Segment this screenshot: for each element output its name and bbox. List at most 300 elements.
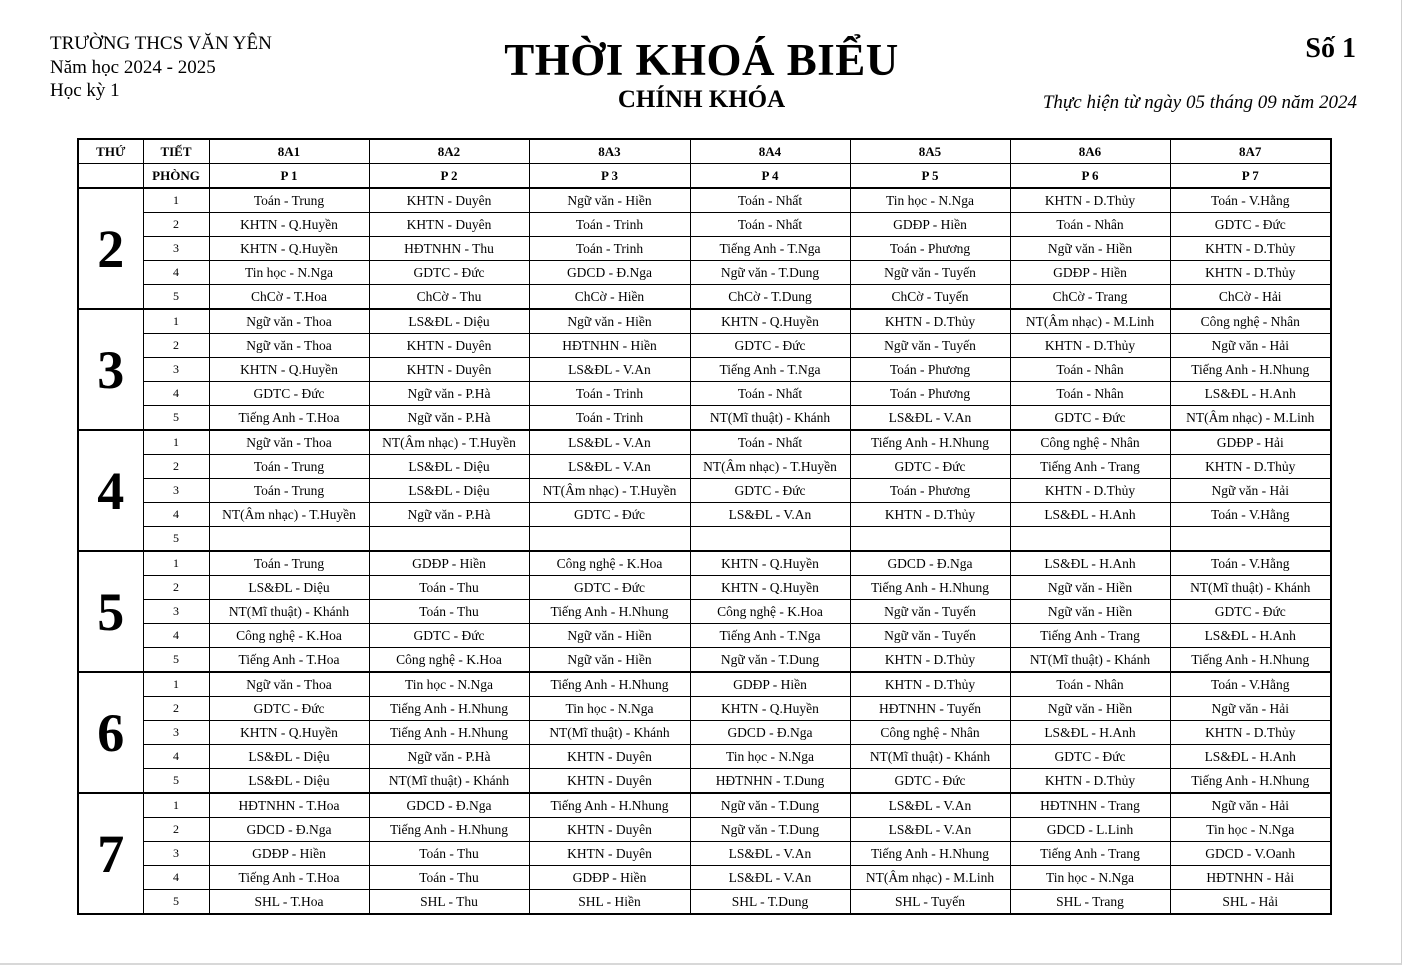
lesson-cell: Tiếng Anh - Trang (1010, 624, 1170, 648)
lesson-cell: LS&ĐL - Diệu (369, 455, 529, 479)
lesson-cell: KHTN - Q.Huyền (690, 551, 850, 576)
period-number: 2 (143, 334, 209, 358)
day-column-header: THỨ (78, 139, 143, 164)
lesson-cell: LS&ĐL - Diệu (209, 745, 369, 769)
lesson-cell: GDTC - Đức (209, 697, 369, 721)
lesson-cell: GDCD - Đ.Nga (850, 551, 1010, 576)
lesson-cell: GDCD - L.Linh (1010, 818, 1170, 842)
period-number: 1 (143, 672, 209, 697)
lesson-cell: NT(Mĩ thuật) - Khánh (1170, 576, 1331, 600)
lesson-cell: KHTN - D.Thủy (850, 648, 1010, 673)
lesson-cell: KHTN - D.Thủy (850, 672, 1010, 697)
lesson-cell: Toán - Phương (850, 358, 1010, 382)
table-row (78, 309, 1331, 334)
day-label: 5 (78, 551, 143, 672)
lesson-cell: Ngữ văn - Tuyến (850, 600, 1010, 624)
lesson-cell: LS&ĐL - V.An (850, 793, 1010, 818)
lesson-cell: Toán - Trung (209, 188, 369, 213)
period-number: 4 (143, 382, 209, 406)
lesson-cell: KHTN - D.Thủy (1170, 455, 1331, 479)
page-title: THỜI KHOÁ BIỂU (504, 35, 899, 85)
lesson-cell: KHTN - Duyên (369, 358, 529, 382)
period-number: 5 (143, 285, 209, 310)
lesson-cell: KHTN - Q.Huyền (209, 358, 369, 382)
room-header: P 4 (690, 164, 850, 189)
room-header: P 7 (1170, 164, 1331, 189)
table-row (78, 406, 1331, 431)
lesson-cell: KHTN - D.Thủy (1170, 261, 1331, 285)
lesson-cell: LS&ĐL - Diệu (369, 309, 529, 334)
lesson-cell: GDTC - Đức (690, 334, 850, 358)
room-header-row (78, 164, 1331, 189)
lesson-cell: LS&ĐL - V.An (850, 406, 1010, 431)
table-row (78, 697, 1331, 721)
table-row (78, 648, 1331, 673)
lesson-cell: HĐTNHN - Trang (1010, 793, 1170, 818)
lesson-cell: Tiếng Anh - Trang (1010, 455, 1170, 479)
lesson-cell: KHTN - Duyên (369, 188, 529, 213)
lesson-cell (1170, 527, 1331, 552)
lesson-cell: Toán - V.Hằng (1170, 188, 1331, 213)
lesson-cell: Toán - Nhân (1010, 672, 1170, 697)
table-row (78, 624, 1331, 648)
lesson-cell: KHTN - D.Thủy (1010, 769, 1170, 794)
lesson-cell: KHTN - D.Thủy (1170, 237, 1331, 261)
effective-date: Thực hiện từ ngày 05 tháng 09 năm 2024 (1042, 92, 1357, 113)
lesson-cell: GDĐP - Hải (1170, 430, 1331, 455)
lesson-cell: LS&ĐL - H.Anh (1010, 721, 1170, 745)
lesson-cell: Ngữ văn - Hiền (1010, 237, 1170, 261)
period-number: 4 (143, 745, 209, 769)
lesson-cell: NT(Âm nhạc) - T.Huyền (690, 455, 850, 479)
lesson-cell: Ngữ văn - Hiền (1010, 697, 1170, 721)
lesson-cell: HĐTNHN - T.Dung (690, 769, 850, 794)
lesson-cell: KHTN - Duyên (529, 842, 690, 866)
lesson-cell: ChCờ - Thu (369, 285, 529, 310)
lesson-cell: Tiếng Anh - T.Hoa (209, 406, 369, 431)
lesson-cell: Tin học - N.Nga (690, 745, 850, 769)
room-header: P 2 (369, 164, 529, 189)
lesson-cell: NT(Mĩ thuật) - Khánh (690, 406, 850, 431)
lesson-cell: GDCD - Đ.Nga (529, 261, 690, 285)
table-row (78, 866, 1331, 890)
lesson-cell: LS&ĐL - H.Anh (1010, 551, 1170, 576)
lesson-cell: Toán - Thu (369, 576, 529, 600)
lesson-cell: KHTN - D.Thủy (1010, 479, 1170, 503)
timetable (77, 138, 1332, 915)
lesson-cell: GDTC - Đức (690, 479, 850, 503)
room-header: P 3 (529, 164, 690, 189)
lesson-cell: KHTN - Q.Huyền (690, 697, 850, 721)
lesson-cell: Ngữ văn - Hải (1170, 334, 1331, 358)
lesson-cell: GDTC - Đức (850, 769, 1010, 794)
period-number: 5 (143, 769, 209, 794)
lesson-cell: LS&ĐL - H.Anh (1170, 745, 1331, 769)
lesson-cell: GDTC - Đức (209, 382, 369, 406)
lesson-cell: Toán - V.Hằng (1170, 551, 1331, 576)
lesson-cell: KHTN - Q.Huyền (690, 576, 850, 600)
lesson-cell: KHTN - Q.Huyền (209, 237, 369, 261)
lesson-cell: Tiếng Anh - T.Nga (690, 358, 850, 382)
lesson-cell: Công nghệ - Nhân (850, 721, 1010, 745)
period-number: 4 (143, 261, 209, 285)
lesson-cell: GDTC - Đức (1170, 213, 1331, 237)
lesson-cell: HĐTNHN - Hiền (529, 334, 690, 358)
lesson-cell: Toán - Trinh (529, 406, 690, 431)
lesson-cell: ChCờ - Hiền (529, 285, 690, 310)
lesson-cell (369, 527, 529, 552)
period-number: 2 (143, 455, 209, 479)
room-column-header: PHÒNG (143, 164, 209, 189)
lesson-cell: LS&ĐL - V.An (529, 358, 690, 382)
table-row (78, 527, 1331, 552)
table-row (78, 721, 1331, 745)
school-name: TRƯỜNG THCS VĂN YÊN (50, 33, 272, 54)
period-number: 3 (143, 842, 209, 866)
table-row (78, 430, 1331, 455)
table-row (78, 334, 1331, 358)
lesson-cell: HĐTNHN - Hải (1170, 866, 1331, 890)
lesson-cell: LS&ĐL - Diệu (209, 576, 369, 600)
class-header: 8A6 (1010, 139, 1170, 164)
lesson-cell: Toán - Thu (369, 600, 529, 624)
lesson-cell: HĐTNHN - Tuyến (850, 697, 1010, 721)
class-header-row (78, 139, 1331, 164)
lesson-cell: GDTC - Đức (1010, 745, 1170, 769)
period-number: 4 (143, 624, 209, 648)
lesson-cell: Ngữ văn - Thoa (209, 672, 369, 697)
lesson-cell (529, 527, 690, 552)
lesson-cell: Ngữ văn - Hải (1170, 793, 1331, 818)
lesson-cell: GDCD - Đ.Nga (209, 818, 369, 842)
table-row (78, 455, 1331, 479)
lesson-cell: Tiếng Anh - H.Nhung (1170, 769, 1331, 794)
lesson-cell: Tin học - N.Nga (850, 188, 1010, 213)
lesson-cell: Toán - V.Hằng (1170, 672, 1331, 697)
lesson-cell: Tiếng Anh - H.Nhung (850, 576, 1010, 600)
lesson-cell: GDTC - Đức (529, 576, 690, 600)
lesson-cell: Toán - Phương (850, 382, 1010, 406)
lesson-cell: GDĐP - Hiền (1010, 261, 1170, 285)
empty-cell (78, 164, 143, 189)
day-label: 3 (78, 309, 143, 430)
lesson-cell: GDTC - Đức (850, 455, 1010, 479)
lesson-cell: Toán - Nhất (690, 382, 850, 406)
table-row (78, 769, 1331, 794)
period-number: 3 (143, 721, 209, 745)
lesson-cell: LS&ĐL - H.Anh (1170, 624, 1331, 648)
lesson-cell: KHTN - D.Thủy (1010, 188, 1170, 213)
lesson-cell: Tin học - N.Nga (369, 672, 529, 697)
lesson-cell: Tin học - N.Nga (529, 697, 690, 721)
lesson-cell: Toán - Phương (850, 479, 1010, 503)
lesson-cell: Ngữ văn - P.Hà (369, 406, 529, 431)
lesson-cell: Ngữ văn - Hiền (529, 624, 690, 648)
lesson-cell: Tiếng Anh - H.Nhung (369, 818, 529, 842)
lesson-cell: KHTN - Q.Huyền (209, 721, 369, 745)
lesson-cell: SHL - Tuyến (850, 890, 1010, 915)
table-row (78, 600, 1331, 624)
lesson-cell: Ngữ văn - Thoa (209, 309, 369, 334)
lesson-cell: GDCD - Đ.Nga (369, 793, 529, 818)
lesson-cell: Tiếng Anh - H.Nhung (529, 600, 690, 624)
table-row (78, 551, 1331, 576)
lesson-cell: LS&ĐL - Diệu (369, 479, 529, 503)
lesson-cell: Ngữ văn - T.Dung (690, 818, 850, 842)
lesson-cell: LS&ĐL - H.Anh (1170, 382, 1331, 406)
lesson-cell: NT(Âm nhạc) - M.Linh (1010, 309, 1170, 334)
lesson-cell: Tiếng Anh - T.Hoa (209, 648, 369, 673)
table-row (78, 793, 1331, 818)
lesson-cell: Ngữ văn - Thoa (209, 334, 369, 358)
lesson-cell: LS&ĐL - H.Anh (1010, 503, 1170, 527)
table-row (78, 503, 1331, 527)
lesson-cell: SHL - Thu (369, 890, 529, 915)
lesson-cell: SHL - T.Hoa (209, 890, 369, 915)
lesson-cell: Ngữ văn - P.Hà (369, 503, 529, 527)
period-number: 1 (143, 793, 209, 818)
lesson-cell: Tiếng Anh - H.Nhung (369, 697, 529, 721)
lesson-cell: KHTN - Duyên (529, 769, 690, 794)
page-subtitle: CHÍNH KHÓA (617, 86, 786, 113)
lesson-cell: Tin học - N.Nga (1010, 866, 1170, 890)
lesson-cell: ChCờ - T.Hoa (209, 285, 369, 310)
table-row (78, 261, 1331, 285)
lesson-cell: Tin học - N.Nga (209, 261, 369, 285)
lesson-cell: Tin học - N.Nga (1170, 818, 1331, 842)
lesson-cell: GDTC - Đức (529, 503, 690, 527)
table-row (78, 213, 1331, 237)
lesson-cell: KHTN - Q.Huyền (209, 213, 369, 237)
day-label: 2 (78, 188, 143, 309)
lesson-cell: Tiếng Anh - Trang (1010, 842, 1170, 866)
lesson-cell: Tiếng Anh - T.Hoa (209, 866, 369, 890)
lesson-cell: KHTN - D.Thủy (1170, 721, 1331, 745)
lesson-cell: NT(Mĩ thuật) - Khánh (850, 745, 1010, 769)
lesson-cell: GDĐP - Hiền (369, 551, 529, 576)
lesson-cell: GDĐP - Hiền (690, 672, 850, 697)
period-number: 1 (143, 188, 209, 213)
period-number: 4 (143, 866, 209, 890)
day-label: 6 (78, 672, 143, 793)
lesson-cell: SHL - T.Dung (690, 890, 850, 915)
lesson-cell: NT(Âm nhạc) - M.Linh (850, 866, 1010, 890)
lesson-cell: ChCờ - Trang (1010, 285, 1170, 310)
lesson-cell: Công nghệ - Nhân (1010, 430, 1170, 455)
lesson-cell: Toán - Nhất (690, 213, 850, 237)
lesson-cell: KHTN - D.Thủy (850, 309, 1010, 334)
table-row (78, 382, 1331, 406)
lesson-cell: NT(Mĩ thuật) - Khánh (369, 769, 529, 794)
room-header: P 5 (850, 164, 1010, 189)
lesson-cell: Ngữ văn - Hiền (529, 648, 690, 673)
lesson-cell: HĐTNHN - T.Hoa (209, 793, 369, 818)
lesson-cell: Công nghệ - K.Hoa (690, 600, 850, 624)
period-number: 5 (143, 890, 209, 915)
lesson-cell: Công nghệ - K.Hoa (369, 648, 529, 673)
lesson-cell (209, 527, 369, 552)
class-header: 8A1 (209, 139, 369, 164)
period-number: 1 (143, 551, 209, 576)
lesson-cell: Toán - Trung (209, 551, 369, 576)
lesson-cell: Công nghệ - K.Hoa (529, 551, 690, 576)
lesson-cell: Toán - V.Hằng (1170, 503, 1331, 527)
lesson-cell: Công nghệ - Nhân (1170, 309, 1331, 334)
lesson-cell: Công nghệ - K.Hoa (209, 624, 369, 648)
lesson-cell (850, 527, 1010, 552)
lesson-cell: Tiếng Anh - H.Nhung (1170, 358, 1331, 382)
lesson-cell: LS&ĐL - V.An (690, 842, 850, 866)
table-row (78, 285, 1331, 310)
lesson-cell: Toán - Phương (850, 237, 1010, 261)
lesson-cell: GDCD - V.Oanh (1170, 842, 1331, 866)
lesson-cell: GDĐP - Hiền (209, 842, 369, 866)
lesson-cell (1010, 527, 1170, 552)
lesson-cell: Tiếng Anh - H.Nhung (529, 793, 690, 818)
lesson-cell: SHL - Trang (1010, 890, 1170, 915)
lesson-cell: LS&ĐL - V.An (529, 455, 690, 479)
lesson-cell: KHTN - Duyên (369, 334, 529, 358)
period-number: 1 (143, 430, 209, 455)
lesson-cell: KHTN - Duyên (529, 818, 690, 842)
lesson-cell: ChCờ - Hải (1170, 285, 1331, 310)
lesson-cell: HĐTNHN - Thu (369, 237, 529, 261)
period-number: 3 (143, 479, 209, 503)
lesson-cell: Toán - Thu (369, 842, 529, 866)
lesson-cell: NT(Mĩ thuật) - Khánh (529, 721, 690, 745)
lesson-cell: Tiếng Anh - H.Nhung (369, 721, 529, 745)
lesson-cell: KHTN - D.Thủy (850, 503, 1010, 527)
period-number: 1 (143, 309, 209, 334)
period-number: 3 (143, 600, 209, 624)
lesson-cell: GDTC - Đức (369, 624, 529, 648)
lesson-cell: LS&ĐL - V.An (690, 503, 850, 527)
class-header: 8A7 (1170, 139, 1331, 164)
lesson-cell: KHTN - Duyên (529, 745, 690, 769)
table-row (78, 576, 1331, 600)
lesson-cell: NT(Mĩ thuật) - Khánh (209, 600, 369, 624)
lesson-cell: NT(Âm nhạc) - T.Huyền (209, 503, 369, 527)
lesson-cell: Ngữ văn - T.Dung (690, 793, 850, 818)
period-number: 5 (143, 527, 209, 552)
lesson-cell: Ngữ văn - Thoa (209, 430, 369, 455)
lesson-cell: NT(Âm nhạc) - M.Linh (1170, 406, 1331, 431)
table-row (78, 479, 1331, 503)
day-label: 4 (78, 430, 143, 551)
table-row (78, 358, 1331, 382)
sheet-number: Số 1 (1305, 33, 1356, 64)
class-header: 8A4 (690, 139, 850, 164)
lesson-cell: NT(Mĩ thuật) - Khánh (1010, 648, 1170, 673)
lesson-cell: Ngữ văn - Tuyến (850, 334, 1010, 358)
semester: Học kỳ 1 (50, 80, 120, 101)
table-row (78, 818, 1331, 842)
class-header: 8A2 (369, 139, 529, 164)
timetable-body (78, 188, 1331, 914)
class-header: 8A5 (850, 139, 1010, 164)
lesson-cell: GDTC - Đức (1170, 600, 1331, 624)
lesson-cell: Tiếng Anh - H.Nhung (850, 842, 1010, 866)
school-year: Năm học 2024 - 2025 (50, 56, 216, 78)
lesson-cell: Ngữ văn - Hiền (1010, 576, 1170, 600)
lesson-cell: Tiếng Anh - T.Nga (690, 624, 850, 648)
lesson-cell: Toán - Nhân (1010, 213, 1170, 237)
lesson-cell: Toán - Thu (369, 866, 529, 890)
lesson-cell: GDCD - Đ.Nga (690, 721, 850, 745)
lesson-cell: Tiếng Anh - T.Nga (690, 237, 850, 261)
lesson-cell: Toán - Nhất (690, 430, 850, 455)
lesson-cell: Ngữ văn - P.Hà (369, 382, 529, 406)
lesson-cell: Ngữ văn - Hiền (1010, 600, 1170, 624)
lesson-cell: Ngữ văn - Tuyến (850, 261, 1010, 285)
lesson-cell: Toán - Nhân (1010, 382, 1170, 406)
lesson-cell: Ngữ văn - Hải (1170, 697, 1331, 721)
lesson-cell: LS&ĐL - V.An (529, 430, 690, 455)
lesson-cell: Tiếng Anh - H.Nhung (1170, 648, 1331, 673)
lesson-cell: ChCờ - T.Dung (690, 285, 850, 310)
lesson-cell: LS&ĐL - V.An (850, 818, 1010, 842)
period-number: 5 (143, 406, 209, 431)
lesson-cell: Tiếng Anh - H.Nhung (529, 672, 690, 697)
lesson-cell: Ngữ văn - Hiền (529, 188, 690, 213)
period-number: 2 (143, 576, 209, 600)
day-label: 7 (78, 793, 143, 914)
lesson-cell (690, 527, 850, 552)
table-row (78, 842, 1331, 866)
lesson-cell: Ngữ văn - T.Dung (690, 261, 850, 285)
period-number: 4 (143, 503, 209, 527)
lesson-cell: Toán - Trinh (529, 213, 690, 237)
table-row (78, 672, 1331, 697)
lesson-cell: KHTN - D.Thủy (1010, 334, 1170, 358)
lesson-cell: GDĐP - Hiền (850, 213, 1010, 237)
lesson-cell: Toán - Trung (209, 455, 369, 479)
period-number: 2 (143, 213, 209, 237)
lesson-cell: NT(Âm nhạc) - T.Huyền (529, 479, 690, 503)
period-column-header: TIẾT (143, 139, 209, 164)
period-number: 3 (143, 237, 209, 261)
lesson-cell: Ngữ văn - Tuyến (850, 624, 1010, 648)
lesson-cell: Tiếng Anh - H.Nhung (850, 430, 1010, 455)
period-number: 5 (143, 648, 209, 673)
lesson-cell: Ngữ văn - T.Dung (690, 648, 850, 673)
lesson-cell: KHTN - Q.Huyền (690, 309, 850, 334)
lesson-cell: Toán - Trinh (529, 237, 690, 261)
lesson-cell: Toán - Nhân (1010, 358, 1170, 382)
table-row (78, 890, 1331, 915)
period-number: 2 (143, 818, 209, 842)
lesson-cell: Ngữ văn - Hiền (529, 309, 690, 334)
period-number: 2 (143, 697, 209, 721)
lesson-cell: Toán - Trung (209, 479, 369, 503)
lesson-cell: Ngữ văn - P.Hà (369, 745, 529, 769)
lesson-cell: KHTN - Duyên (369, 213, 529, 237)
lesson-cell: LS&ĐL - V.An (690, 866, 850, 890)
table-row (78, 745, 1331, 769)
room-header: P 1 (209, 164, 369, 189)
lesson-cell: GDTC - Đức (1010, 406, 1170, 431)
period-number: 3 (143, 358, 209, 382)
lesson-cell: ChCờ - Tuyến (850, 285, 1010, 310)
table-row (78, 237, 1331, 261)
lesson-cell: Toán - Nhất (690, 188, 850, 213)
lesson-cell: LS&ĐL - Diệu (209, 769, 369, 794)
lesson-cell: NT(Âm nhạc) - T.Huyền (369, 430, 529, 455)
lesson-cell: GDĐP - Hiền (529, 866, 690, 890)
table-row (78, 188, 1331, 213)
lesson-cell: Ngữ văn - Hải (1170, 479, 1331, 503)
lesson-cell: Toán - Trinh (529, 382, 690, 406)
